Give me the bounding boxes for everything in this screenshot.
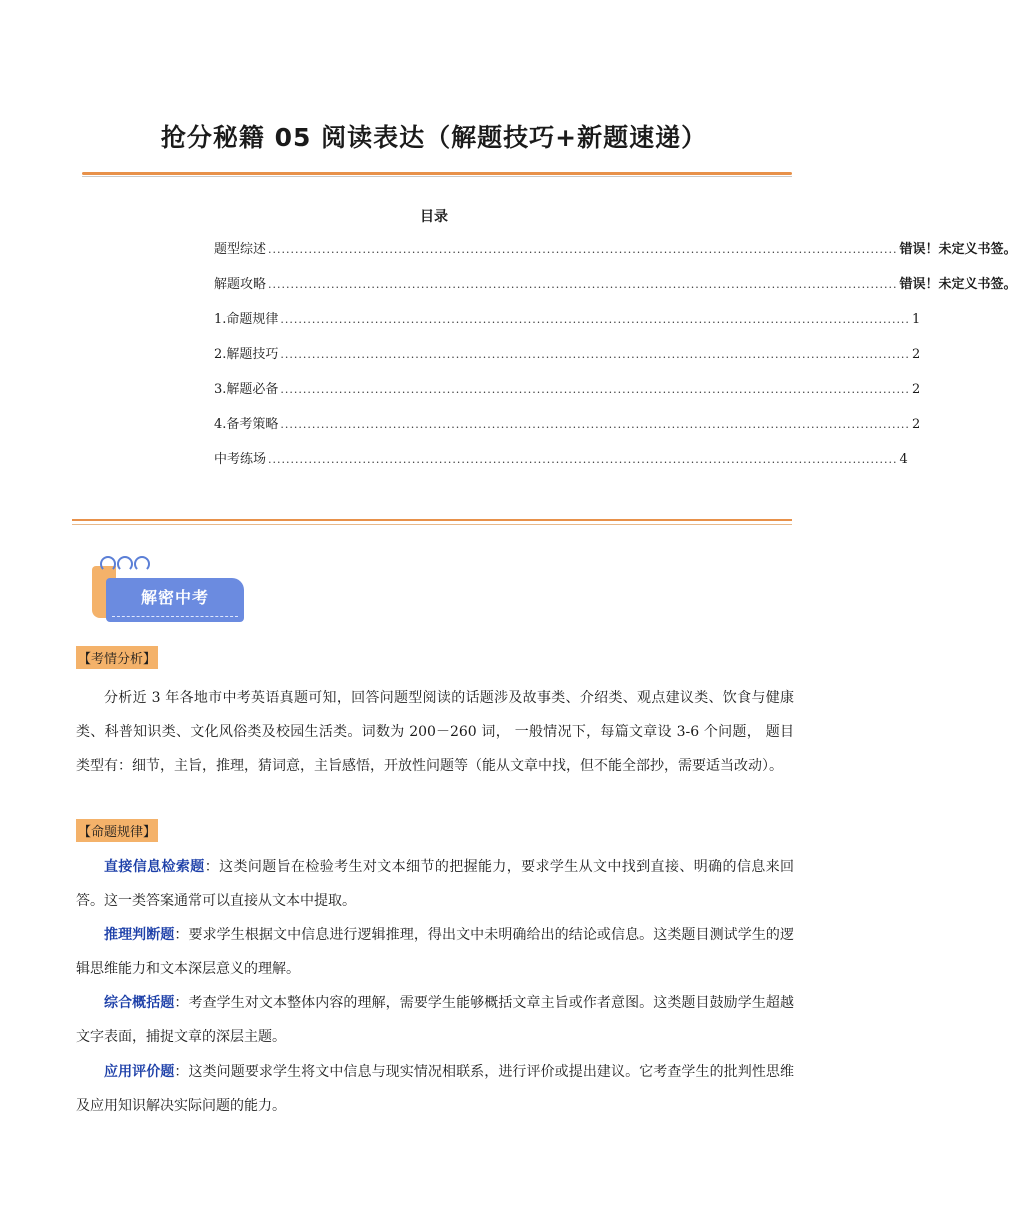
toc-leader-dots: ............................................................................................................................................ [280,383,910,396]
rules-tag: 【命题规律】 [76,819,158,842]
binder-rings-icon [100,556,151,576]
toc-entry[interactable] [214,448,908,483]
toc-entry-label: 4.备考策略 [214,417,279,432]
toc-entry-label: 中考练场 [214,452,267,467]
rule-paragraph [76,1055,794,1123]
rule-keyword: 应用评价题 [104,1064,175,1080]
toc-entry-page: 4 [899,452,908,467]
rule-paragraph [76,986,794,1054]
toc-entry[interactable] [214,273,1017,308]
title-divider [82,172,792,178]
rule-text: ：考查学生对文本整体内容的理解，需要学生能够概括文章主旨或作者意图。这类题目鼓励学生超越文字表面，捕捉文章的深层主题。 [76,995,795,1045]
toc-entry-page: 1 [911,312,921,327]
toc-entry-label: 2.解题技巧 [214,347,279,362]
toc-entry[interactable] [214,238,1017,273]
section-divider [72,519,792,526]
section-badge [92,556,244,628]
table-of-contents [214,238,1017,483]
toc-entry-page: 错误！未定义书签。 [899,277,1017,292]
toc-entry-page: 2 [911,382,921,397]
analysis-tag: 【考情分析】 [76,646,158,669]
rule-text: ：这类问题要求学生将文中信息与现实情况相联系，进行评价或提出建议。它考查学生的批判性思维及应用知识解决实际问题的能力。 [76,1064,795,1114]
toc-leader-dots: ............................................................................................................................................ [280,313,910,326]
toc-leader-dots: ............................................................................................................................................ [280,418,910,431]
analysis-paragraph: 分析近 3 年各地市中考英语真题可知，回答问题型阅读的话题涉及故事类、介绍类、观点建议类、饮食与健康类、科普知识类、文化风俗类及校园生活类。词数为 200－260 词， 一般情况下，每篇文章设 3-6 个问题， 题目类型有：细节，主旨，推理，猜词意，主旨感悟，开放性问题等（能从文章中找，但不能全部抄，需要适当改动）。 [76,690,794,774]
toc-entry-label: 3.解题必备 [214,382,279,397]
toc-entry-label: 1.命题规律 [214,312,279,327]
toc-entry-label: 解题攻略 [214,277,267,292]
toc-entry-label: 题型综述 [214,242,267,257]
rule-keyword: 推理判断题 [104,927,175,943]
toc-entry-page: 错误！未定义书签。 [899,242,1017,257]
toc-leader-dots: ............................................................................................................................................ [268,453,898,466]
rule-paragraph [76,850,794,918]
toc-title: 目录 [420,209,448,225]
badge-label: 解密中考 [140,588,209,607]
toc-leader-dots: ............................................................................................................................................ [280,348,910,361]
rule-paragraph [76,918,794,986]
toc-entry[interactable] [214,308,921,343]
toc-entry[interactable] [214,343,921,378]
rule-text: ：要求学生根据文中信息进行逻辑推理，得出文中未明确给出的结论或信息。这类题目测试学生的逻辑思维能力和文本深层意义的理解。 [76,927,795,977]
rule-text: ：这类问题旨在检验考生对文本细节的把握能力，要求学生从文中找到直接、明确的信息来回答。这一类答案通常可以直接从文本中提取。 [76,859,795,909]
page-title: 抢分秘籍 05 阅读表达（解题技巧+新题速递） [160,123,708,152]
toc-leader-dots: ............................................................................................................................................ [268,243,898,256]
toc-entry[interactable] [214,378,921,413]
toc-leader-dots: ............................................................................................................................................ [268,278,898,291]
toc-entry[interactable] [214,413,921,448]
rule-keyword: 直接信息检索题 [104,859,205,875]
toc-entry-page: 2 [911,417,921,432]
toc-entry-page: 2 [911,347,921,362]
rule-keyword: 综合概括题 [104,995,175,1011]
